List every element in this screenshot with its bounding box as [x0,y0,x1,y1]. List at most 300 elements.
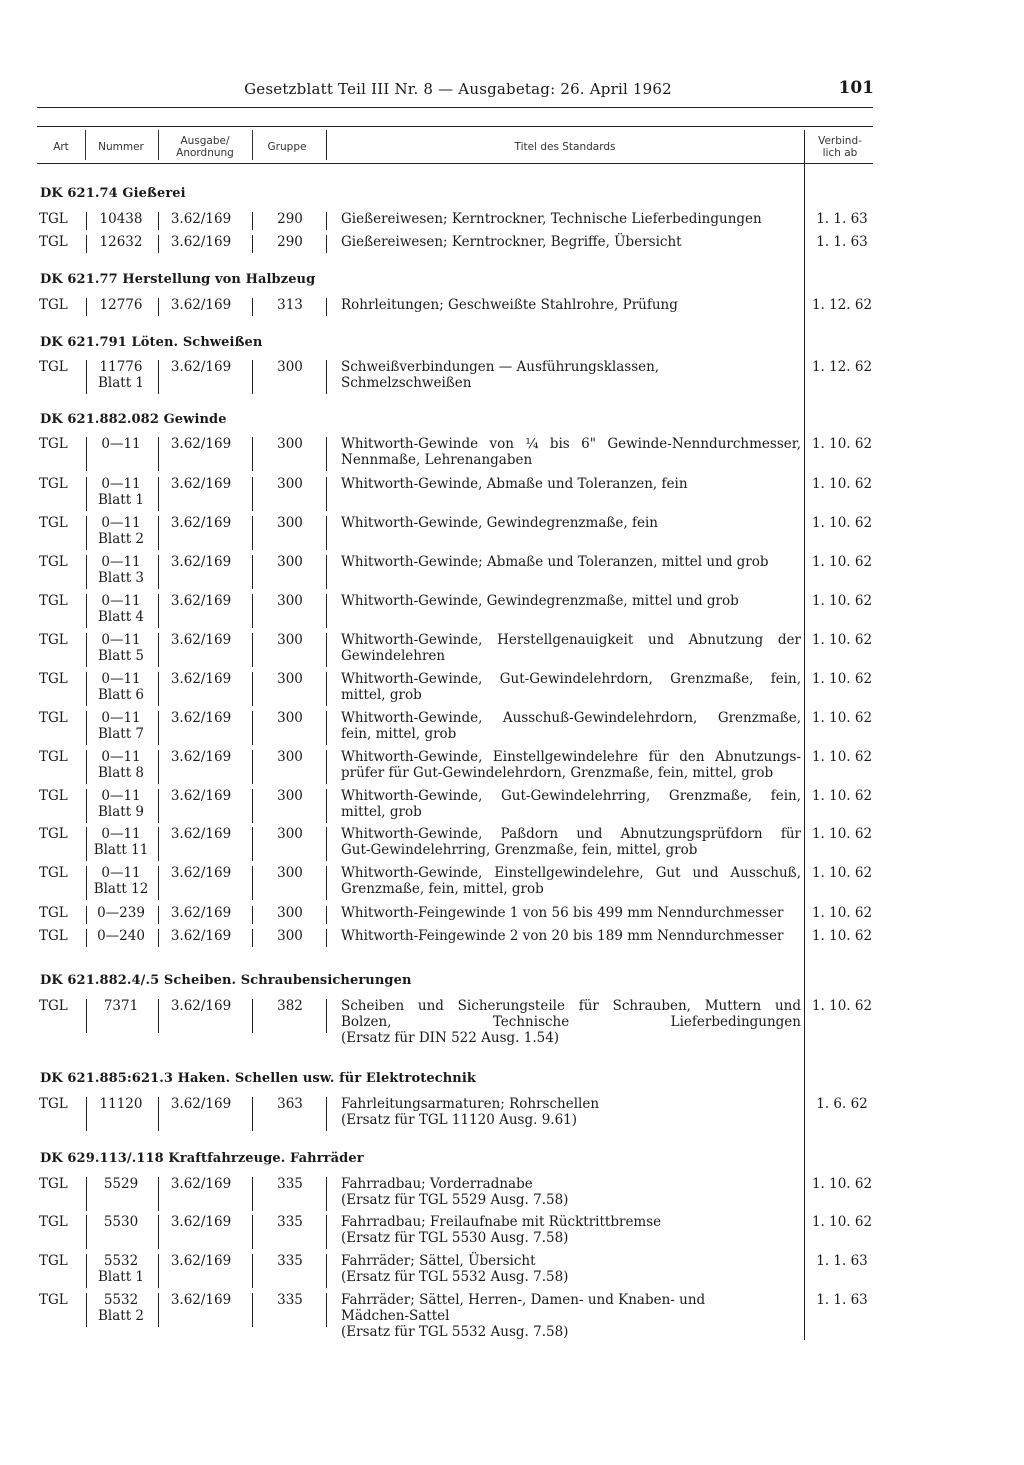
number-line: Blatt 1 [97,1269,145,1285]
column-tick [158,999,159,1033]
number-cell [86,515,156,547]
column-tick [326,1215,327,1249]
column-tick [326,555,327,589]
verbindlich-date-cell: 1. 10. 62 [811,865,873,881]
column-tick [86,360,87,394]
number-line: 12776 [99,297,143,313]
art-cell: TGL [39,1253,68,1269]
section-heading: DK 629.113/.118 Kraftfahrzeuge. Fahrräder [40,1151,364,1166]
title-line: Whitworth-Gewinde, Abmaße und Toleranzen, fein [341,476,688,492]
column-tick [252,999,253,1033]
column-tick [86,298,87,316]
column-tick [326,711,327,745]
gruppe-cell: 300 [277,476,303,492]
number-line: 0—11 [101,554,141,570]
title-line: Whitworth-Gewinde, Einstellgewindelehre, Gut und Ausschuß, [341,865,801,881]
column-tick [252,555,253,589]
title-line: Grenzmaße, fein, mittel, grob [341,881,544,897]
column-tick [86,633,87,667]
verbindlich-date-cell: 1. 10. 62 [811,998,873,1014]
title-cell [341,554,801,570]
verbindlich-date-cell: 1. 1. 63 [816,234,868,250]
col-divider [252,130,253,160]
number-line: 5530 [103,1214,139,1230]
anordnung-cell: 3.62/169 [170,554,232,570]
verbindlich-date-cell: 1. 12. 62 [811,297,873,313]
column-tick [326,437,327,471]
column-tick [158,929,159,947]
number-line: Blatt 8 [97,765,145,781]
column-tick [158,750,159,784]
verbindlich-date-cell: 1. 6. 62 [816,1096,868,1112]
title-line: (Ersatz für TGL 5532 Ausg. 7.58) [341,1324,569,1340]
title-line: Whitworth-Gewinde, Herstellgenauigkeit und Abnutzung der [341,632,801,648]
gruppe-cell: 335 [277,1176,303,1192]
verbindlich-date-cell: 1. 10. 62 [811,749,873,765]
number-line: Blatt 1 [97,492,145,508]
column-tick [158,437,159,471]
title-cell [341,788,801,820]
title-line: Whitworth-Gewinde, Ausschuß-Gewindelehrdorn, Grenzmaße, [341,710,801,726]
title-cell [341,749,801,781]
number-cell [86,234,156,250]
verbindlich-date-cell: 1. 1. 63 [816,1292,868,1308]
verbindlich-date-cell: 1. 10. 62 [811,515,873,531]
verbindlich-date-cell: 1. 10. 62 [811,632,873,648]
verbindlich-date-cell: 1. 10. 62 [811,905,873,921]
anordnung-cell: 3.62/169 [170,1096,232,1112]
page-header [0,76,1024,106]
col-verbindlich-heading: Verbind- lich ab [818,135,862,159]
column-tick [158,672,159,706]
gruppe-cell: 335 [277,1214,303,1230]
title-line: Whitworth-Gewinde, Gewindegrenzmaße, mittel und grob [341,593,739,609]
verbindlich-date-cell: 1. 12. 62 [811,359,873,375]
gruppe-cell: 300 [277,554,303,570]
art-cell: TGL [39,297,68,313]
column-tick [158,360,159,394]
anordnung-cell: 3.62/169 [170,593,232,609]
title-line: mittel, grob [341,804,422,820]
title-line: Nennmaße, Lehrenangaben [341,452,533,468]
number-cell [86,211,156,227]
gruppe-cell: 290 [277,211,303,227]
title-line: (Ersatz für DIN 522 Ausg. 1.54) [341,1030,560,1046]
column-tick [252,633,253,667]
section-heading: DK 621.74 Gießerei [40,186,186,201]
gruppe-cell: 300 [277,865,303,881]
verbindlich-date-cell: 1. 1. 63 [816,1253,868,1269]
column-tick [252,1097,253,1131]
column-tick [252,672,253,706]
column-tick [86,477,87,511]
number-cell [86,1253,156,1285]
column-tick [326,1293,327,1327]
title-line: Fahrradbau; Freilaufnabe mit Rücktrittbremse [341,1214,662,1230]
number-cell [86,359,156,391]
column-tick [86,827,87,861]
number-line: 0—11 [101,826,141,842]
title-line: fein, mittel, grob [341,726,457,742]
art-cell: TGL [39,905,68,921]
number-line: 0—11 [101,749,141,765]
column-tick [252,711,253,745]
number-cell [86,1214,156,1230]
column-tick [158,1293,159,1327]
col-art-heading: Art [53,141,69,153]
number-line: Blatt 2 [97,1308,145,1324]
column-tick [326,750,327,784]
verbindlich-date-cell: 1. 10. 62 [811,436,873,452]
column-tick [158,477,159,511]
gruppe-cell: 300 [277,905,303,921]
art-cell: TGL [39,1176,68,1192]
column-tick [158,212,159,230]
column-tick [86,711,87,745]
column-tick [326,1097,327,1131]
title-line: Gut-Gewindelehrring, Grenzmaße, fein, mittel, grob [341,842,698,858]
anordnung-cell: 3.62/169 [170,749,232,765]
column-tick [326,999,327,1033]
column-tick [252,929,253,947]
title-line: Whitworth-Gewinde, Gewindegrenzmaße, fein [341,515,658,531]
number-cell [86,905,156,921]
title-line: (Ersatz für TGL 5532 Ausg. 7.58) [341,1269,569,1285]
number-cell [86,1292,156,1324]
column-tick [86,999,87,1033]
art-cell: TGL [39,826,68,842]
date-column-divider [804,130,805,1340]
gruppe-cell: 300 [277,359,303,375]
col-divider [158,130,159,160]
title-cell [341,865,801,897]
gruppe-cell: 290 [277,234,303,250]
number-cell [86,297,156,313]
title-line: Schweißverbindungen — Ausführungsklassen, [341,359,660,375]
column-tick [86,789,87,823]
column-tick [252,298,253,316]
art-cell: TGL [39,1214,68,1230]
anordnung-cell: 3.62/169 [170,359,232,375]
anordnung-cell: 3.62/169 [170,297,232,313]
col-ausgabe-heading: Ausgabe/ Anordnung [176,135,234,159]
title-line: Whitworth-Gewinde; Abmaße und Toleranzen, mittel und grob [341,554,769,570]
art-cell: TGL [39,865,68,881]
column-tick [326,516,327,550]
column-tick [86,235,87,253]
title-cell [341,998,801,1046]
number-cell [86,554,156,586]
number-cell [86,865,156,897]
column-tick [326,633,327,667]
title-cell [341,515,801,531]
column-tick [158,1177,159,1211]
gruppe-cell: 300 [277,710,303,726]
number-line: Blatt 11 [93,842,149,858]
section-heading: DK 621.882.082 Gewinde [40,412,227,427]
verbindlich-date-cell: 1. 10. 62 [811,1176,873,1192]
column-tick [252,827,253,861]
title-cell [341,826,801,858]
title-cell [341,1292,801,1340]
number-cell [86,749,156,781]
title-line: (Ersatz für TGL 11120 Ausg. 9.61) [341,1112,578,1128]
number-line: 0—11 [101,436,141,452]
number-cell [86,826,156,858]
anordnung-cell: 3.62/169 [170,211,232,227]
column-tick [252,1254,253,1288]
section-heading: DK 621.882.4/.5 Scheiben. Schraubensicherungen [40,973,412,988]
title-cell [341,710,801,742]
column-tick [86,672,87,706]
title-line: Whitworth-Feingewinde 2 von 20 bis 189 mm Nenndurchmesser [341,928,784,944]
title-line: Gießereiwesen; Kerntrockner, Begriffe, Übersicht [341,234,682,250]
verbindlich-date-cell: 1. 10. 62 [811,554,873,570]
column-tick [252,866,253,900]
column-tick [86,750,87,784]
column-tick [86,555,87,589]
anordnung-cell: 3.62/169 [170,865,232,881]
title-line: mittel, grob [341,687,422,703]
title-cell [341,632,801,664]
art-cell: TGL [39,788,68,804]
section-heading: DK 621.791 Löten. Schweißen [40,335,263,350]
verbindlich-date-cell: 1. 10. 62 [811,671,873,687]
column-tick [158,516,159,550]
number-line: Blatt 5 [97,648,145,664]
number-line: 0—11 [101,476,141,492]
gruppe-cell: 382 [277,998,303,1014]
anordnung-cell: 3.62/169 [170,710,232,726]
column-tick [158,1097,159,1131]
title-cell [341,1176,801,1208]
number-line: Blatt 12 [93,881,149,897]
column-tick [326,298,327,316]
column-tick [86,1254,87,1288]
title-cell [341,928,801,944]
gruppe-cell: 300 [277,436,303,452]
column-tick [326,1177,327,1211]
anordnung-cell: 3.62/169 [170,671,232,687]
number-line: 0—11 [101,710,141,726]
section-heading: DK 621.885:621.3 Haken. Schellen usw. für Elektrotechnik [40,1071,476,1086]
verbindlich-date-cell: 1. 10. 62 [811,826,873,842]
title-line: prüfer für Gut-Gewindelehrdorn, Grenzmaße, fein, mittel, grob [341,765,774,781]
column-tick [158,789,159,823]
number-line: Blatt 6 [97,687,145,703]
number-line: 5532 [103,1292,139,1308]
number-line: Blatt 4 [97,609,145,625]
column-tick [252,1293,253,1327]
number-cell [86,710,156,742]
col-titel-heading: Titel des Standards [514,141,616,153]
title-line: Whitworth-Gewinde, Gut-Gewindelehrdorn, Grenzmaße, fein, [341,671,801,687]
anordnung-cell: 3.62/169 [170,1292,232,1308]
number-line: Blatt 2 [97,531,145,547]
column-tick [86,212,87,230]
title-line: Bolzen, Technische Lieferbedingungen [341,1014,801,1030]
column-tick [158,633,159,667]
art-cell: TGL [39,515,68,531]
number-cell [86,788,156,820]
art-cell: TGL [39,1292,68,1308]
number-cell [86,671,156,703]
art-cell: TGL [39,749,68,765]
verbindlich-date-cell: 1. 10. 62 [811,476,873,492]
gruppe-cell: 300 [277,632,303,648]
anordnung-cell: 3.62/169 [170,234,232,250]
title-line: Whitworth-Gewinde, Einstellgewindelehre für den Abnutzungs- [341,749,801,765]
title-line: Fahrleitungsarmaturen; Rohrschellen [341,1096,600,1112]
title-line: (Ersatz für TGL 5529 Ausg. 7.58) [341,1192,569,1208]
art-cell: TGL [39,436,68,452]
gruppe-cell: 363 [277,1096,303,1112]
number-line: Blatt 3 [97,570,145,586]
verbindlich-date-cell: 1. 10. 62 [811,928,873,944]
column-tick [326,212,327,230]
anordnung-cell: 3.62/169 [170,1176,232,1192]
column-tick [326,477,327,511]
anordnung-cell: 3.62/169 [170,1214,232,1230]
number-line: 12632 [99,234,143,250]
column-tick [86,1097,87,1131]
verbindlich-date-cell: 1. 10. 62 [811,593,873,609]
title-cell [341,1214,801,1246]
table-top-rule [37,126,873,127]
column-tick [158,1215,159,1249]
title-line: Fahrradbau; Vorderradnabe [341,1176,533,1192]
number-line: 10438 [99,211,143,227]
column-tick [158,555,159,589]
title-line: Whitworth-Gewinde von ¼ bis 6" Gewinde-Nenndurchmesser, [341,436,801,452]
title-cell [341,905,801,921]
number-line: Blatt 9 [97,804,145,820]
anordnung-cell: 3.62/169 [170,632,232,648]
number-line: 0—11 [101,788,141,804]
number-line: 5532 [103,1253,139,1269]
art-cell: TGL [39,211,68,227]
anordnung-cell: 3.62/169 [170,788,232,804]
title-cell [341,1253,801,1285]
page-title: Gesetzblatt Teil III Nr. 8 — Ausgabetag: 26. April 1962 [244,80,672,98]
number-line: 0—11 [101,671,141,687]
anordnung-cell: 3.62/169 [170,928,232,944]
column-tick [326,929,327,947]
number-line: 7371 [103,998,139,1014]
art-cell: TGL [39,1096,68,1112]
title-line: (Ersatz für TGL 5530 Ausg. 7.58) [341,1230,569,1246]
column-tick [158,866,159,900]
column-tick [252,906,253,924]
number-cell [86,1096,156,1112]
gruppe-cell: 335 [277,1292,303,1308]
column-tick [86,929,87,947]
column-tick [158,298,159,316]
number-line: 11120 [99,1096,143,1112]
column-tick [326,1254,327,1288]
number-cell [86,998,156,1014]
art-cell: TGL [39,593,68,609]
column-tick [252,477,253,511]
column-tick [252,437,253,471]
page-number: 101 [838,78,874,98]
column-tick [252,789,253,823]
title-cell [341,476,801,492]
gruppe-cell: 300 [277,928,303,944]
title-line: Rohrleitungen; Geschweißte Stahlrohre, Prüfung [341,297,678,313]
anordnung-cell: 3.62/169 [170,436,232,452]
number-cell [86,436,156,452]
section-heading: DK 621.77 Herstellung von Halbzeug [40,272,316,287]
title-line: Gewindelehren [341,648,446,664]
number-line: 0—11 [101,515,141,531]
column-tick [252,235,253,253]
title-cell [341,671,801,703]
column-tick [86,516,87,550]
column-tick [158,827,159,861]
column-tick [158,711,159,745]
gruppe-cell: 300 [277,593,303,609]
verbindlich-date-cell: 1. 10. 62 [811,710,873,726]
art-cell: TGL [39,928,68,944]
art-cell: TGL [39,998,68,1014]
gruppe-cell: 300 [277,515,303,531]
number-cell [86,928,156,944]
column-tick [326,906,327,924]
col-nummer-heading: Nummer [98,141,144,153]
column-tick [326,866,327,900]
title-cell [341,359,801,391]
gruppe-cell: 300 [277,749,303,765]
title-cell [341,593,801,609]
gruppe-cell: 300 [277,671,303,687]
column-tick [252,750,253,784]
art-cell: TGL [39,710,68,726]
art-cell: TGL [39,554,68,570]
header-rule [37,107,873,108]
gruppe-cell: 300 [277,788,303,804]
gruppe-cell: 300 [277,826,303,842]
title-cell [341,297,801,313]
number-line: 0—240 [97,928,145,944]
column-tick [326,360,327,394]
number-cell [86,476,156,508]
anordnung-cell: 3.62/169 [170,1253,232,1269]
column-tick [252,516,253,550]
column-tick [252,1215,253,1249]
number-line: 0—11 [101,593,141,609]
column-tick [326,594,327,628]
number-cell [86,1176,156,1192]
column-tick [252,212,253,230]
title-cell [341,436,801,468]
number-cell [86,632,156,664]
column-tick [86,1293,87,1327]
number-cell [86,593,156,625]
art-cell: TGL [39,359,68,375]
art-cell: TGL [39,632,68,648]
anordnung-cell: 3.62/169 [170,515,232,531]
anordnung-cell: 3.62/169 [170,905,232,921]
title-line: Fahrräder; Sättel, Herren-, Damen- und Knaben- und [341,1292,706,1308]
column-tick [326,827,327,861]
title-cell [341,211,801,227]
number-line: 0—11 [101,865,141,881]
art-cell: TGL [39,476,68,492]
title-line: Gießereiwesen; Kerntrockner, Technische Lieferbedingungen [341,211,762,227]
number-line: 0—11 [101,632,141,648]
title-cell [341,1096,801,1128]
